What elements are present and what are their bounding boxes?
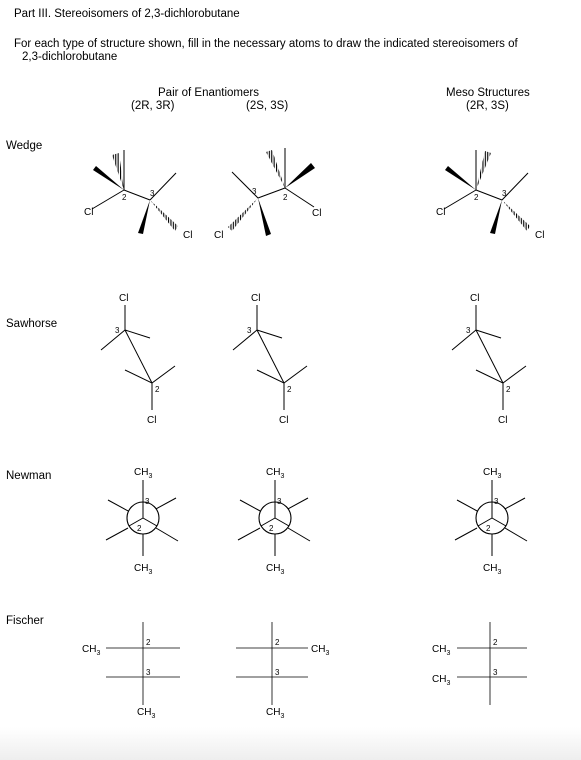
c2-label: 2 xyxy=(137,524,142,533)
c2-label: 2 xyxy=(474,193,479,202)
row-label-newman: Newman xyxy=(6,470,52,482)
c3-label: 3 xyxy=(502,189,507,198)
instruction-line-1: For each type of structure shown, fill in the necessary atoms to draw the indicated stereoisomers of xyxy=(14,38,518,50)
header-config-2r3r: (2R, 3R) xyxy=(131,100,175,112)
wedge-structure-meso xyxy=(436,150,544,241)
c2-label: 2 xyxy=(283,193,288,202)
ch3-label: $CH_3$ xyxy=(266,467,285,480)
wedge-structure-2r3r xyxy=(84,150,192,241)
c3-label: 3 xyxy=(146,668,151,677)
fischer-projection-meso xyxy=(432,622,527,705)
c3-label: 3 xyxy=(494,497,499,506)
wedge-bond xyxy=(258,198,271,236)
cl-label: Cl xyxy=(84,207,94,218)
c3-label: 3 xyxy=(275,668,280,677)
cl-label: Cl xyxy=(119,293,129,304)
c3-label: 3 xyxy=(150,189,155,198)
cl-label: Cl xyxy=(214,230,224,241)
row-label-sawhorse: Sawhorse xyxy=(6,318,58,330)
header-config-2r3s: (2R, 3S) xyxy=(466,100,509,112)
header-meso-structures: Meso Structures xyxy=(446,87,530,99)
ch3-label: $CH_3$ xyxy=(82,644,101,657)
ch3-label: $CH_3$ xyxy=(134,563,153,576)
instruction-line-2: 2,3-dichlorobutane xyxy=(22,51,118,63)
wedge-bond xyxy=(138,200,150,234)
newman-projection-2r3r xyxy=(106,467,178,576)
ch3-label: $CH_3$ xyxy=(432,674,451,687)
wedge-bond xyxy=(445,166,476,190)
sawhorse-structure-2s3s xyxy=(233,293,307,426)
hash-bond xyxy=(112,153,124,190)
c3-label: 3 xyxy=(466,326,471,335)
row-label-fischer: Fischer xyxy=(6,615,44,627)
c2-label: 2 xyxy=(122,193,127,202)
header-pair-of-enantiomers: Pair of Enantiomers xyxy=(158,87,259,99)
cl-label: Cl xyxy=(251,293,261,304)
fischer-projection-2s3s xyxy=(236,622,329,720)
ch3-label: $CH_3$ xyxy=(432,644,451,657)
hash-bond xyxy=(228,198,258,231)
c2-label: 2 xyxy=(493,638,498,647)
wedge-bond xyxy=(490,200,502,234)
c3-label: 3 xyxy=(277,497,282,506)
c2-label: 2 xyxy=(486,524,491,533)
ch3-label: $CH_3$ xyxy=(483,467,502,480)
cl-label: Cl xyxy=(470,293,480,304)
wedge-structure-2s3s xyxy=(214,148,321,241)
newman-projection-meso xyxy=(455,467,527,576)
ch3-label: $CH_3$ xyxy=(266,563,285,576)
c2-label: 2 xyxy=(146,638,151,647)
ch3-label: $CH_3$ xyxy=(311,644,330,657)
c2-label: 2 xyxy=(287,385,292,394)
cl-label: Cl xyxy=(498,415,508,426)
row-label-wedge: Wedge xyxy=(6,140,43,152)
c3-label: 3 xyxy=(115,326,120,335)
cl-label: Cl xyxy=(535,230,545,241)
hash-bond xyxy=(150,200,178,231)
fischer-projection-2r3r xyxy=(82,622,180,720)
newman-projection-2s3s xyxy=(238,467,310,576)
c3-label: 3 xyxy=(252,187,257,196)
page-bottom-edge xyxy=(0,727,581,760)
cl-label: Cl xyxy=(312,208,322,219)
cl-label: Cl xyxy=(183,230,193,241)
c2-label: 2 xyxy=(275,638,280,647)
c3-label: 3 xyxy=(247,326,252,335)
ch3-label: $CH_3$ xyxy=(483,563,502,576)
header-config-2s3s: (2S, 3S) xyxy=(246,100,289,112)
c3-label: 3 xyxy=(145,497,150,506)
ch3-label: $CH_3$ xyxy=(266,707,285,720)
ch3-label: $CH_3$ xyxy=(134,467,153,480)
sawhorse-structure-meso xyxy=(452,293,526,426)
sawhorse-structure-2r3r xyxy=(101,293,175,426)
c2-label: 2 xyxy=(506,385,511,394)
c2-label: 2 xyxy=(155,385,160,394)
c3-label: 3 xyxy=(493,668,498,677)
page-title: Part III. Stereoisomers of 2,3-dichlorobutane xyxy=(14,8,240,20)
cl-label: Cl xyxy=(279,415,289,426)
hash-bond xyxy=(502,200,530,231)
hash-bond xyxy=(266,150,285,188)
hash-bond xyxy=(476,151,491,190)
ch3-label: $CH_3$ xyxy=(137,707,156,720)
cl-label: Cl xyxy=(147,415,157,426)
wedge-bond xyxy=(285,163,315,188)
c2-label: 2 xyxy=(269,524,274,533)
cl-label: Cl xyxy=(436,207,446,218)
